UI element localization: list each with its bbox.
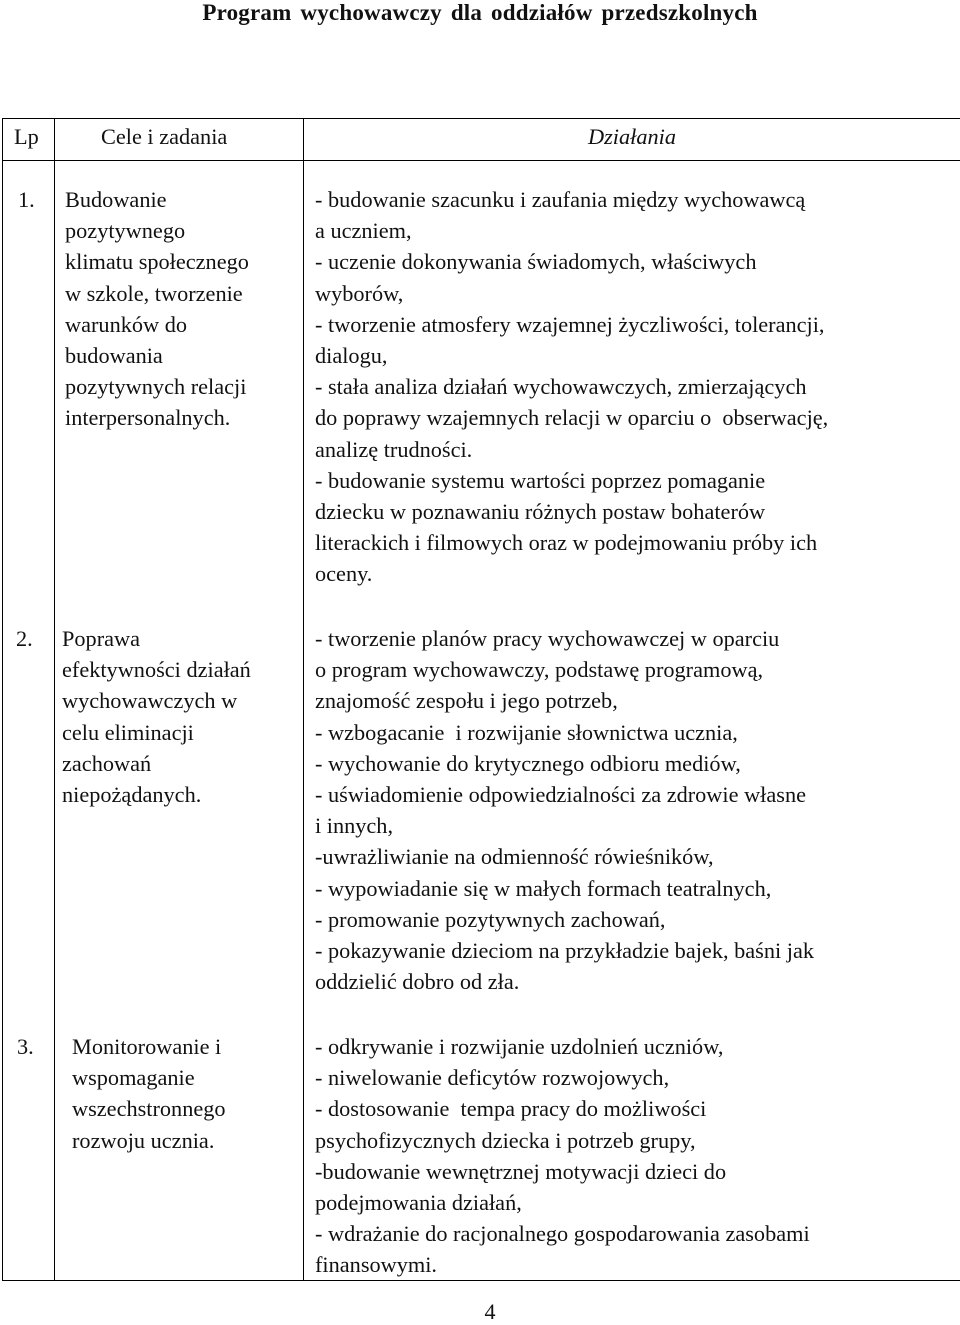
header-goals: Cele i zadania xyxy=(101,124,228,149)
row-2-goal: Poprawa efektywności działań wychowawczych w celu eliminacji zachowań niepożądanych. xyxy=(62,626,251,808)
header-actions: Działania xyxy=(588,124,676,149)
row-2-number: 2. xyxy=(16,626,33,651)
row-1-actions: - budowanie szacunku i zaufania między wychowawcą a uczniem, - uczenie dokonywania świadomych, właściwych wyborów, - tworzenie atmosfery wzajemnej życzliwości, tolerancji, dialogu, - stała analiza działań wychowawczych, zmierzających do poprawy wzajemnych relacji w oparciu o obserwację, analizę trudności. - budowanie systemu wartości poprzez pomaganie dziecku w poznawaniu różnych postaw bohaterów literackich i filmowych oraz w podejmowaniu próby ich oceny. xyxy=(315,187,829,587)
row-3-goal: Monitorowanie i wspomaganie wszechstronnego rozwoju ucznia. xyxy=(72,1034,226,1153)
row-1-number: 1. xyxy=(18,187,35,212)
header-divider xyxy=(2,160,960,161)
column-divider-goals xyxy=(303,118,304,1281)
row-1-goal: Budowanie pozytywnego klimatu społecznego w szkole, tworzenie warunków do budowania pozytywnych relacji interpersonalnych. xyxy=(65,187,249,431)
row-2-actions: - tworzenie planów pracy wychowawczej w oparciu o program wychowawczy, podstawę programową, znajomość zespołu i jego potrzeb, - wzbogacanie i rozwijanie słownictwa ucznia, - wychowanie do krytycznego odbioru mediów, - uświadomienie odpowiedzialności za zdrowie własne i innych, -uwrażliwianie na odmienność rówieśników, - wypowiadanie się w małych formach teatralnych, - promowanie pozytywnych zachowań, - pokazywanie dzieciom na przykładzie bajek, baśni jak oddzielić dobro od zła. xyxy=(315,626,814,995)
document-title: Program wychowawczy dla oddziałów przedszkolnych xyxy=(202,0,758,25)
header-lp: Lp xyxy=(14,124,39,149)
row-3-actions: - odkrywanie i rozwijanie uzdolnień uczniów, - niwelowanie deficytów rozwojowych, - dostosowanie tempa pracy do możliwości psychofizycznych dziecka i potrzeb grupy, -budowanie wewnętrznej motywacji dzieci do podejmowania działań, - wdrażanie do racjonalnego gospodarowania zasobami finansowymi. xyxy=(315,1034,810,1278)
column-divider-lp xyxy=(54,118,55,1281)
page-number: 4 xyxy=(484,1299,496,1324)
row-3-number: 3. xyxy=(17,1034,34,1059)
